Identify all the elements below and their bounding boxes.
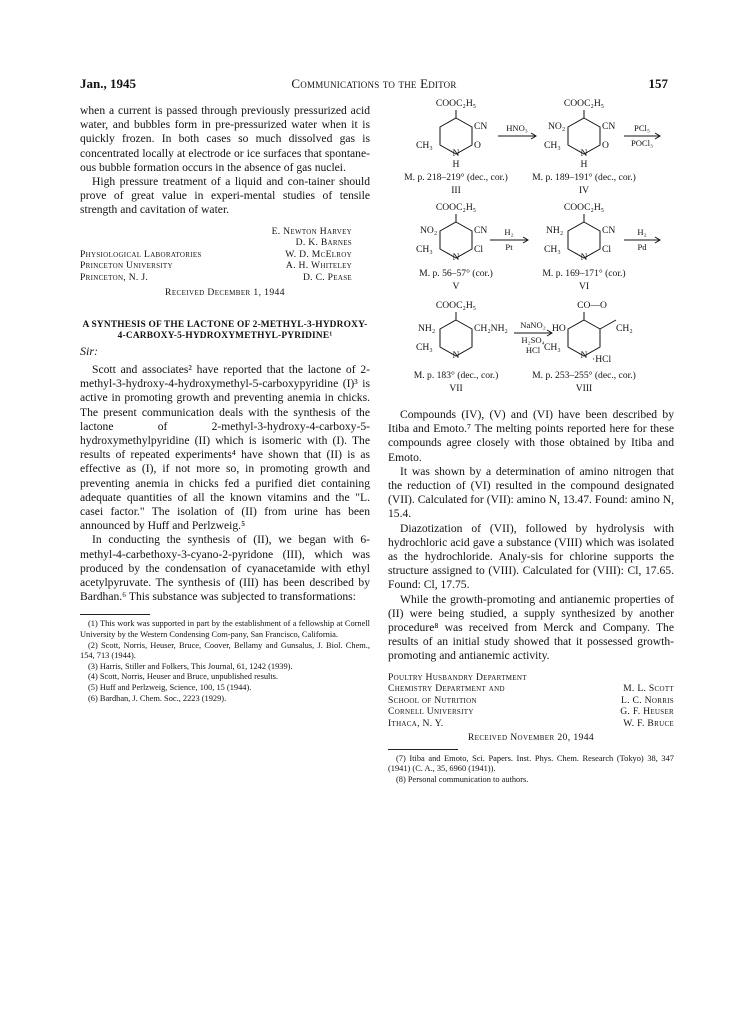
affiliation-line: Ithaca, N. Y. [388,718,444,730]
substituent-label: COOC₂H₅ [563,202,605,213]
author-name: E. Newton Harvey [271,225,352,237]
substituent-label: H [580,159,588,170]
substituent-label: COOC₂H₅ [435,300,477,311]
substituent-label: O [602,140,609,151]
body-paragraph-4: It was shown by a determination of amino nitrogen that the reduction of (VI) resulted in the compound designated (VII). Calculated for (VII): amino N, 13.47. Found: amino N, 15.4. [388,464,674,521]
substituent-label: NO₂ [548,121,566,132]
substituent-label: CH₃ [416,244,433,255]
received-date: Received December 1, 1944 [165,286,285,298]
affiliation-line: Chemistry Department and [388,683,505,695]
compound-number: VI [578,281,590,292]
substituent-label: NH₂ [546,225,564,236]
reagent-label: H₂ [637,227,647,237]
substituent-label: CO—O [577,300,607,311]
reagent-label: PCl₅ [634,123,650,133]
author-name: G. F. Heuser [620,706,674,718]
author-signature-block [388,672,674,730]
substituent-label: COOC₂H₅ [563,98,605,109]
reagent-label: HNO₃ [506,123,528,133]
footnotes [80,619,370,704]
compound-number: III [451,185,461,196]
reaction-scheme [388,98,674,404]
footnotes [388,754,674,786]
affiliation-line: Princeton, N. J. [80,272,149,283]
author-name: L. C. Norris [621,694,674,706]
hydrochloride-label: ·HCl [592,354,612,365]
substituent-label: CH₃ [544,342,561,353]
substituent-label: CN [602,225,616,236]
author-name: M. L. Scott [623,683,674,695]
author-name: W. D. McElroy [285,248,352,260]
affiliation-line: Poultry Husbandry Department [388,671,527,683]
footnote: (4) Scott, Norris, Heuser and Bruce, unpublished results. [88,672,279,682]
affiliation-line: Princeton University [80,260,173,272]
substituent-label: CH₃ [416,342,433,353]
footnote-rule [80,614,150,615]
ring-nitrogen: N [580,148,588,159]
substituent-label: CH₂NH₂ [474,323,508,334]
ring-nitrogen: N [452,350,460,361]
substituent-label: H [452,159,460,170]
footnote: (6) Bardhan, J. Chem. Soc., 2223 (1929). [88,693,227,703]
footnote: (2) Scott, Norris, Heuser, Bruce, Coover, Bellamy and Gunsalus, J. Biol. Chem., 154, 713 (1944). [80,640,370,661]
substituent-label: CH₃ [544,244,561,255]
affiliation-line: Physiological Laboratories [80,248,202,260]
substituent-label: CN [474,121,488,132]
substituent-label: COOC₂H₅ [435,98,477,109]
body-paragraph-5: Diazotization of (VII), followed by hydrolysis with hydrochloric acid gave a substance (VIII) which was isolated as the hydrochloride. Analy-sis for chlorine supports the structure assigned to (VIII). Calculated for (VIII): Cl, 17.65. Found: Cl, 17.75. [388,521,674,592]
melting-point: M. p. 183° (dec., cor.) [413,370,499,381]
reagent-label: HCl [525,345,541,355]
compound-number: V [452,281,460,292]
substituent-label: Cl [602,244,612,255]
intro-paragraph-2: High pressure treatment of a liquid and con-tainer should prove of great value in experi-mental studies of tensile strength and cavitation of water. [80,175,370,217]
substituent-label: NH₂ [418,323,436,334]
intro-paragraph-1: when a current is passed through previously pressurized acid water, and bubbles form in pre-pressurized water when it is quickly frozen. In both cases so much dissolved gas is concentrated locally at electrode or ice surfaces that spontane-ous bubble formation occurs in the absence of gas nuclei. [80,104,370,174]
substituent-label: CH₃ [544,140,561,151]
substituent-label: Cl [474,244,484,255]
reagent-label: POCl₃ [630,138,654,148]
salutation: Sir: [80,344,98,358]
running-header [80,76,668,92]
ring-nitrogen: N [580,350,588,361]
left-column [80,104,370,704]
substituent-label: HO [552,323,566,334]
body-paragraph-3: Compounds (IV), (V) and (VI) have been described by Itiba and Emoto.⁷ The melting points reported here for these compounds agree closely with those obtained by Itiba and Emoto. [388,408,674,464]
running-title: Communications to the Editor [291,76,457,91]
body-paragraph-2: In conducting the synthesis of (II), we began with 6-methyl-4-carbethoxy-3-cyano-2-pyridone (III), which was produced by the condensation of cyanacetamide with ethyl acetylpyruvate. The synthesis of (III) has been described by Bardhan.⁶ This substance was subjected to transformations: [80,533,370,604]
footnote: (1) This work was supported in part by the establishment of a fellowship at Cornell University by the Western Condensing Com-pany, San Francisco, California. [80,619,370,640]
compound-number: VIII [575,383,593,394]
melting-point: M. p. 218–219° (dec., cor.) [404,172,508,183]
article-title: A SYNTHESIS OF THE LACTONE OF 2-METHYL-3-HYDROXY-4-CARBOXY-5-HYDROXYMETHYL-PYRIDINE¹ [82,319,368,341]
substituent-label: CN [602,121,616,132]
right-column [388,98,674,785]
page-number: 157 [648,76,668,91]
reagent-label: Pt [505,242,513,252]
footnote-rule [388,749,458,750]
reagent-label: H₂ [504,227,514,237]
author-name: W. F. Bruce [623,718,674,730]
received-date: Received November 20, 1944 [467,731,595,743]
compound-number: VII [449,383,463,394]
ring-nitrogen: N [452,148,460,159]
ring-nitrogen: N [580,252,588,263]
issue-date: Jan., 1945 [80,76,136,91]
ring-nitrogen: N [452,252,460,263]
substituent-label: COOC₂H₅ [435,202,477,213]
author-name: A. H. Whiteley [285,260,352,272]
body-paragraph-6: While the growth-promoting and antianemic properties of (II) were being studied, a supply synthesized by another procedure⁸ was received from Merck and Company. The results of an initial study showed that it possessed growth-promoting and antianemic activity. [388,592,674,663]
author-signature-block [80,226,370,284]
footnote: (5) Huff and Perlzweig, Science, 100, 15 (1944). [88,683,252,693]
reagent-label: H₂SO₄ [521,335,545,345]
affiliation-line: Cornell University [388,706,474,718]
reagent-label: NaNO₂ [520,320,546,330]
substituent-label: NO₂ [420,225,438,236]
footnote: (7) Itiba and Emoto, Sci. Papers. Inst. Phys. Chem. Research (Tokyo) 38, 347 (1941) (C. A., 35, 6960 (1941)). [388,753,674,774]
reagent-label: Pd [637,242,647,252]
author-name: D. C. Pease [302,272,352,283]
melting-point: M. p. 56–57° (cor.) [419,268,493,279]
melting-point: M. p. 253–255° (dec., cor.) [532,370,636,381]
melting-point: M. p. 189–191° (dec., cor.) [532,172,636,183]
author-name: D. K. Barnes [295,237,352,249]
compound-number: IV [578,185,590,196]
affiliation-line: School of Nutrition [388,694,477,706]
substituent-label: CH₃ [416,140,433,151]
melting-point: M. p. 169–171° (cor.) [542,268,626,279]
substituent-label: CH₂ [616,323,633,334]
substituent-label: CN [474,225,488,236]
body-paragraph-1: Scott and associates² have reported that the lactone of 2-methyl-3-hydroxy-4-hydroxymethyl-5-carboxypyridine (I)³ is active in promoting growth and preventing anemia in chicks. The present communication deals with the synthesis of the lactone of 2-methyl-3-hydroxy-4-carboxy-5-hydroxymethylpyridine (II) which is isomeric with (I). The results of repeated experiments⁴ have shown that (II) is as effective as (I), if not more so, in promoting growth and preventing anemia in chicks fed a purified diet containing adequate quantities of all the known vitamins and the "L. casei factor." The isolation of (II) from urine has been announced by Huff and Perlzweig.⁵ [80,363,370,533]
substituent-label: O [474,140,481,151]
footnote: (3) Harris, Stiller and Folkers, This Journal, 61, 1242 (1939). [88,661,293,671]
footnote: (8) Personal communication to authors. [396,774,529,784]
